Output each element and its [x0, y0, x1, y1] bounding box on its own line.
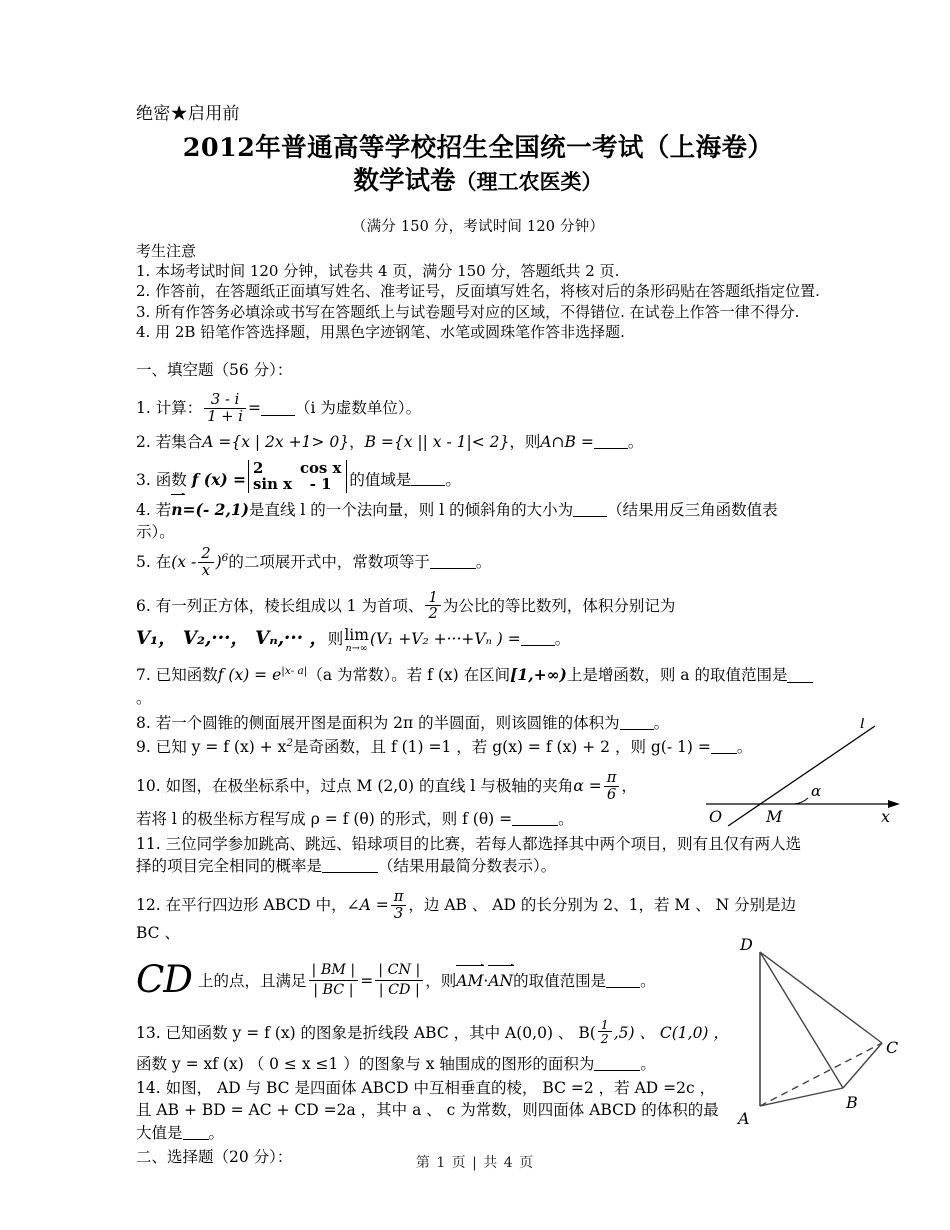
q9-text-a: 已知 y = f (x) + x: [155, 738, 287, 757]
q5-expr-open: (x -: [171, 553, 197, 572]
q12-ratio2-num: | CN |: [378, 962, 421, 979]
q5-expr-close: ): [215, 553, 222, 572]
q10-comma: ，: [621, 776, 637, 795]
question-14: [136, 1077, 736, 1144]
q10-number: 10.: [136, 776, 161, 795]
q4-text: 是直线 l 的一个法向量，则 l 的倾斜角的大小为: [248, 500, 574, 519]
q3-tail: 的值域是: [349, 470, 412, 489]
q6-ratio-denominator: 2: [425, 605, 440, 622]
q12-answer-blank: [606, 987, 640, 988]
q2-end: 。: [627, 433, 644, 452]
label-vertex-c: C: [886, 1038, 899, 1057]
q12-angle-numerator: π: [393, 887, 404, 905]
q8-number: 8.: [136, 713, 151, 732]
q10-answer-blank: [512, 825, 558, 826]
notice-item: 2. 作答前，在答题纸正面填写姓名、准考证号，反面填写姓名，将核对后的条形码贴在答题纸指定位置.: [136, 282, 820, 301]
q2-set-b: B ={x || x - 1|< 2}: [364, 433, 510, 452]
q14-line1: 如图， AD 与 BC 是四面体 ABCD 中互相垂直的棱， BC =2 ，若 AD =2c ，: [165, 1078, 716, 1097]
q1-tail: （i 为虚数单位）。: [295, 399, 422, 418]
q12-line2: [136, 953, 820, 1007]
q12-side-cd: CD: [136, 958, 192, 1002]
q7-lead: 已知函数: [155, 666, 218, 685]
q11-line2-text: 择的项目完全相同的概率是: [136, 857, 323, 876]
q6-answer-blank: [521, 645, 555, 646]
full-mark-line: （满分 150 分，考试时间 120 分钟）: [351, 218, 605, 235]
q13-line2: [136, 1053, 756, 1075]
q7-function: f (x) = e: [217, 666, 282, 685]
q12-line2c: 的取值范围是: [513, 972, 607, 991]
q6-end: 。: [554, 630, 571, 649]
q10-angle-numerator: π: [606, 768, 617, 786]
q3-lead: 函数: [155, 470, 187, 489]
q13-line1b: ,5) 、 C(1,0) ，: [613, 1023, 729, 1042]
q14-number: 14.: [136, 1078, 161, 1097]
q2-intersection: A∩B =: [540, 433, 594, 452]
q7-interval: [1,+∞): [510, 665, 567, 685]
q12-angle-denominator: 3: [391, 905, 407, 922]
label-vertex-b: B: [846, 1093, 858, 1112]
q13-line1a: 已知函数 y = f (x) 的图象是折线段 ABC ，其中 A(0,0) 、 B(: [165, 1023, 596, 1042]
label-vertex-d: D: [740, 935, 753, 954]
q10-line2: [136, 808, 696, 830]
q11-answer-blank: [322, 872, 378, 873]
page-content: [136, 104, 820, 1169]
q7-mid: （a 为常数）。若 f (x) 在区间: [307, 666, 511, 685]
q2-mid: ，则: [509, 433, 541, 452]
q12-line1a: 在平行四边形 ABCD 中，: [165, 896, 347, 915]
question-4: [136, 499, 820, 544]
q6-line1: 有一列正方体，棱长组成以 1 为首项、: [155, 596, 424, 615]
polar-coordinate-figure: [700, 718, 916, 848]
q12-end: 。: [640, 972, 656, 991]
q4-normal-vector: n: [171, 499, 182, 521]
q11-line2: [136, 855, 820, 877]
q9-superscript: 2: [286, 737, 294, 750]
q12-equals: =: [360, 972, 374, 991]
q5-fraction: [198, 546, 213, 579]
angle-arc: [794, 798, 808, 804]
q4-note: （结果用反三角函数值表: [607, 500, 778, 519]
q12-angle-fraction: [391, 889, 407, 922]
q14-line2: 且 AB + BD = AC + CD =2a ，其中 a 、 c 为常数，则四面体 ABCD 的体积的最: [136, 1101, 719, 1120]
q13-line2-text: 函数 y = xf (x) （ 0 ≤ x ≤1 ）的图象与 x 轴围成的图形的面积为: [136, 1054, 595, 1073]
q11-note: （结果用最简分数表示）。: [378, 857, 557, 876]
q5-number: 5.: [136, 553, 151, 572]
section-multiple-choice: 二、选择题（20 分）：: [136, 1148, 293, 1167]
q2-set-a: A ={x | 2x +1> 0}: [202, 433, 350, 452]
q10-angle-denominator: 6: [604, 786, 620, 803]
question-13: [136, 1018, 756, 1075]
q12-angle: ∠A =: [346, 896, 389, 915]
q5-answer-blank: [430, 568, 476, 569]
q5-denominator: x: [198, 562, 213, 579]
q2-comma: ，: [349, 433, 365, 452]
q1-lead: 计算：: [155, 399, 203, 418]
q12-line1b: ，边 AB 、 AD 的长分别为 2、1，若 M 、 N 分别是边 BC 、: [136, 896, 797, 942]
q2-lead: 若集合: [155, 433, 203, 452]
question-6: [136, 590, 820, 654]
q13-number: 13.: [136, 1023, 161, 1042]
exam-subtitle: [136, 165, 820, 198]
q6-ratio-fraction: [425, 590, 440, 623]
q4-line2: 示）。: [136, 523, 175, 542]
q6-limit-top: lim: [344, 626, 369, 645]
notice-item: 3. 所有作答务必填涂或书写在答题纸上与试卷题号对应的区域，不得错位. 在试卷上作答一律不得分.: [136, 302, 800, 321]
q5-power: 6: [221, 551, 229, 564]
question-7: [136, 664, 820, 709]
question-5: [136, 546, 820, 579]
q8-end: 。: [653, 713, 670, 732]
q10-angle-fraction: [604, 770, 620, 803]
q4-vector-value: =(- 2,1): [182, 499, 249, 519]
q6-line1b: 为公比的等比数列，体积分别记为: [442, 596, 676, 615]
q3-cell-10: sin x: [253, 475, 292, 494]
q6-then: 则: [327, 630, 344, 649]
q3-determinant: [248, 460, 347, 493]
line-l: [728, 726, 875, 826]
label-point-m: M: [766, 807, 783, 826]
q4-answer-blank: [573, 516, 607, 517]
q7-answer-blank: [787, 682, 813, 683]
q1-fraction: [204, 392, 246, 425]
question-3: [136, 460, 820, 493]
q12-ratio-1: [309, 962, 359, 1000]
q1-numerator: 3 - i: [210, 391, 240, 409]
label-angle-alpha: α: [811, 782, 822, 800]
title-block: [136, 132, 820, 198]
label-vertex-a: A: [738, 1109, 750, 1128]
q14-end: 。: [208, 1123, 225, 1142]
edge-db: [760, 952, 843, 1088]
notice-heading: 考生注意: [136, 241, 197, 260]
q6-ratio-numerator: 1: [428, 588, 438, 606]
edge-dc: [760, 952, 882, 1043]
q8-answer-blank: [620, 729, 654, 730]
q1-denominator: 1 + i: [204, 408, 246, 425]
q12-ratio1-den: | BC |: [309, 980, 359, 1000]
q4-number: 4.: [136, 500, 151, 519]
tetrahedron-diagram-svg: [728, 928, 918, 1128]
section-fill-in-blank: 一、填空题（56 分）：: [136, 360, 293, 379]
q5-tail: 的二项展开式中，常数项等于: [228, 553, 430, 572]
question-1: [136, 392, 820, 425]
notice-item: 1. 本场考试时间 120 分钟，试卷共 4 页，满分 150 分，答题纸共 2 页.: [136, 262, 620, 281]
q5-lead: 在: [155, 553, 172, 572]
polar-diagram-svg: [700, 718, 916, 848]
q12-vector-an: AN: [488, 970, 513, 992]
q3-cell-00: 2: [253, 458, 264, 477]
q14-line3: [136, 1122, 736, 1144]
question-12: [136, 889, 820, 1007]
q12-number: 12.: [136, 896, 161, 915]
q12-vector-am: AM: [456, 970, 483, 992]
q7-exponent: |x- a|: [281, 665, 308, 678]
q14-line3-text: 大值是: [136, 1123, 183, 1142]
q9-end: 。: [736, 738, 753, 757]
edge-bc: [843, 1043, 882, 1088]
q13-answer-blank: [594, 1070, 640, 1071]
q8-text: 若一个圆锥的侧面展开图是面积为 2π 的半圆面，则该圆锥的体积为: [155, 713, 620, 732]
q12-ratio1-num: | BM |: [311, 962, 356, 979]
label-origin: O: [709, 807, 723, 826]
q3-function: f (x) =: [191, 469, 247, 489]
q13-b-denominator: 2: [598, 1031, 612, 1045]
q1-answer-blank: [261, 415, 295, 416]
q7-number: 7.: [136, 666, 151, 685]
q12-ratio-2: [375, 962, 423, 1000]
label-axis-x: x: [881, 807, 891, 826]
q5-end: 。: [475, 553, 492, 572]
q7-end: 。: [136, 689, 152, 708]
q12-line2a: 上的点，且满足: [197, 972, 307, 991]
q11-number: 11.: [136, 834, 161, 853]
exam-subtitle-main: 数学试卷: [353, 166, 456, 197]
q6-limit-bottom: n→∞: [345, 642, 368, 654]
q12-dot-product: ·: [483, 972, 489, 991]
q6-number: 6.: [136, 596, 151, 615]
q5-numerator: 2: [201, 544, 211, 562]
q3-answer-blank: [411, 485, 445, 486]
q3-cell-11: - 1: [309, 475, 332, 494]
q13-b-numerator: 1: [600, 1016, 609, 1032]
edge-ab: [760, 1088, 843, 1106]
notice-item: 4. 用 2B 铅笔作答选择题，用黑色字迹钢笔、水笔或圆珠笔作答非选择题.: [136, 323, 625, 342]
q9-number: 9.: [136, 738, 151, 757]
question-10: [136, 770, 696, 831]
page-footer: 第 1 页 | 共 4 页: [415, 1155, 535, 1171]
q12-ratio2-den: | CD |: [375, 980, 423, 1000]
exam-title: 2012年普通高等学校招生全国统一考试（上海卷）: [182, 133, 774, 164]
q6-volume-list: V₁， V₂,···， Vₙ,··· ，: [136, 628, 328, 650]
tetrahedron-figure: [728, 928, 918, 1128]
question-2: [136, 431, 820, 453]
q9-text-b: 是奇函数，且 f (1) =1 ，若 g(x) = f (x) + 2 ，则 g(- 1) =: [293, 738, 711, 757]
q3-end: 。: [445, 470, 461, 489]
q2-number: 2.: [136, 433, 151, 452]
q2-answer-blank: [594, 448, 628, 449]
q13-end: 。: [640, 1054, 656, 1073]
q10-line2-text: 若将 l 的极坐标方程写成 ρ = f (θ) 的形式，则 f (θ) =: [136, 810, 513, 829]
q6-limit-operator: [344, 628, 369, 653]
q6-line2: [136, 626, 820, 653]
q10-alpha: α =: [573, 776, 602, 795]
secret-label: 绝密★启用前: [136, 104, 240, 124]
q12-line2b: ，则: [425, 972, 457, 991]
q13-b-fraction: [598, 1018, 612, 1046]
q10-line1: 如图，在极坐标系中，过点 M (2,0) 的直线 l 与极轴的夹角: [165, 776, 574, 795]
q1-number: 1.: [136, 399, 151, 418]
q10-end: 。: [558, 810, 574, 829]
q1-equals: =: [248, 399, 262, 418]
q7-tail: 上是增函数，则 a 的取值范围是: [566, 666, 788, 685]
q14-answer-blank: [183, 1139, 209, 1140]
q3-number: 3.: [136, 470, 151, 489]
q3-cell-01: cos x: [299, 458, 342, 477]
label-line-l: l: [860, 718, 865, 732]
q4-lead: 若: [155, 500, 172, 519]
exam-subtitle-category: （理工农医类）: [455, 169, 603, 195]
q11-line1: 三位同学参加跳高、跳远、铅球项目的比赛，若每人都选择其中两个项目，则有且仅有两人选: [165, 834, 802, 853]
q6-limit-body: (V₁ +V₂ +···+Vₙ ) =: [369, 630, 521, 649]
